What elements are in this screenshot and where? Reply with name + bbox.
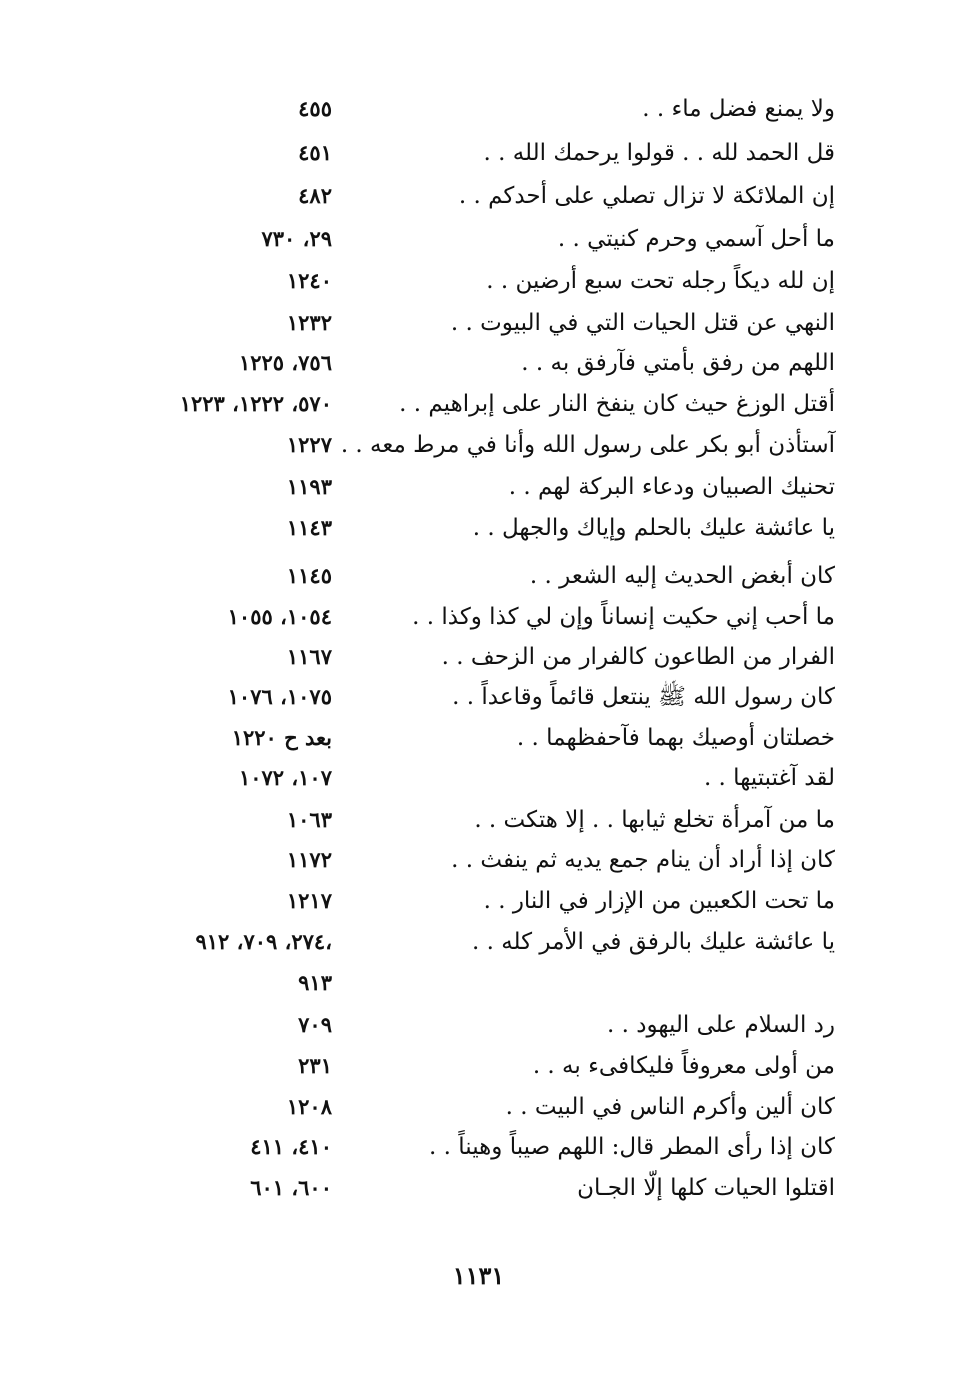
reference-numbers: ٩١٣ xyxy=(298,970,332,995)
index-row xyxy=(0,800,957,840)
hadith-text: ما تحت الكعبين من الإزار في النار . . xyxy=(483,888,835,914)
index-row xyxy=(0,89,957,129)
hadith-text: اللهم من رفق بأمتي فآرفق به . . xyxy=(521,350,835,376)
hadith-text: يا عائشة عليك بالرفق في الأمر كله . . xyxy=(471,929,835,955)
reference-numbers: ٢٩، ٧٣٠ xyxy=(261,226,332,251)
index-row xyxy=(0,384,957,424)
hadith-text: يا عائشة عليك بالحلم وإياك والجهل . . xyxy=(472,515,835,541)
reference-numbers: ١٠٧٥، ١٠٧٦ xyxy=(227,684,332,709)
reference-numbers: ٦٠٠، ٦٠١ xyxy=(250,1175,332,1200)
reference-numbers: ٥٧٠، ١٢٢٢، ١٢٢٣ xyxy=(179,391,332,416)
index-row xyxy=(0,597,957,637)
reference-numbers: ٢٧٤، ٧٠٩، ٩١٢، xyxy=(195,929,332,954)
reference-numbers: ٤٥٥ xyxy=(298,96,332,121)
hadith-text: من أولى معروفاً فليكافىء به . . xyxy=(532,1053,835,1079)
hadith-text: لقد آغتبتيها . . xyxy=(703,765,835,791)
reference-numbers: ١٠٦٣ xyxy=(286,807,332,832)
index-row xyxy=(0,1127,957,1167)
index-row xyxy=(0,508,957,548)
hadith-text: ما أحل آسمي وحرم كنيتي . . xyxy=(557,226,835,252)
index-row xyxy=(0,556,957,596)
reference-numbers: ٧٥٦، ١٢٢٥ xyxy=(238,350,332,375)
reference-numbers: ١٠٥٤، ١٠٥٥ xyxy=(227,604,332,629)
hadith-text: قل الحمد لله . . قولوا يرحمك الله . . xyxy=(483,140,835,166)
page-number: ١١٣١ xyxy=(452,1261,505,1290)
reference-numbers: ٤١٠، ٤١١ xyxy=(250,1134,332,1159)
hadith-text: اقتلوا الحيات كلها إلّا الجـان xyxy=(577,1175,835,1201)
hadith-text: كان إذا رأى المطر قال: اللهم صيباً وهيناً . . xyxy=(429,1134,835,1160)
reference-numbers: ١٢٢٧ xyxy=(286,432,332,457)
index-row xyxy=(0,1005,957,1045)
hadith-text: كان أبغض الحديث إليه الشعر . . xyxy=(529,563,835,589)
reference-numbers: ١٢٤٠ xyxy=(286,268,332,293)
reference-numbers: ١٢٠٨ xyxy=(286,1094,332,1119)
hadith-text: تحنيك الصبيان ودعاء البركة لهم . . xyxy=(508,474,835,500)
index-row xyxy=(0,261,957,301)
index-row xyxy=(0,677,957,717)
index-row xyxy=(0,343,957,383)
hadith-text: ما أحب إني حكيت إنساناً وإن لي كذا وكذا . . xyxy=(412,604,835,630)
reference-numbers: ١١٦٧ xyxy=(286,644,332,669)
hadith-text: آستأذن أبو بكر على رسول الله وأنا في مرط معه . . xyxy=(340,432,835,458)
index-row xyxy=(0,133,957,173)
hadith-text: أقتل الوزغ حيث كان ينفخ النار على إبراهيم . . xyxy=(399,391,835,417)
index-row xyxy=(0,963,957,1003)
hadith-text: الفرار من الطاعون كالفرار من الزحف . . xyxy=(441,644,835,670)
index-row xyxy=(0,840,957,880)
reference-numbers: ١٠٧، ١٠٧٢ xyxy=(238,765,332,790)
reference-numbers: ١١٧٢ xyxy=(286,847,332,872)
reference-numbers: بعد ح ١٢٢٠ xyxy=(231,725,332,750)
reference-numbers: ١١٩٣ xyxy=(286,474,332,499)
reference-numbers: ١٢١٧ xyxy=(286,888,332,913)
index-row xyxy=(0,718,957,758)
index-row xyxy=(0,303,957,343)
index-row xyxy=(0,922,957,962)
index-row xyxy=(0,881,957,921)
hadith-text: ولا يمنع فضل ماء . . xyxy=(642,96,835,122)
index-row xyxy=(0,176,957,216)
index-row xyxy=(0,467,957,507)
hadith-text: ما من آمرأة تخلع ثيابها . . إلا هتكت . . xyxy=(474,807,835,833)
reference-numbers: ١١٤٣ xyxy=(286,515,332,540)
reference-numbers: ١١٤٥ xyxy=(286,563,332,588)
reference-numbers: ٢٣١ xyxy=(298,1053,332,1078)
index-row xyxy=(0,1046,957,1086)
hadith-text: كان ألين وأكرم الناس في البيت . . xyxy=(505,1094,835,1120)
hadith-text: كان رسول الله ﷺ ينتعل قائماً وقاعداً . . xyxy=(452,684,835,710)
reference-numbers: ٤٨٢ xyxy=(298,183,332,208)
index-row xyxy=(0,219,957,259)
hadith-text: كان إذا أراد أن ينام جمع يديه ثم ينفث . . xyxy=(451,847,835,873)
index-row xyxy=(0,758,957,798)
hadith-text: إن الملائكة لا تزال تصلي على أحدكم . . xyxy=(458,183,835,209)
hadith-text: النهي عن قتل الحيات التي في البيوت . . xyxy=(450,310,835,336)
reference-numbers: ٤٥١ xyxy=(298,140,332,165)
index-row xyxy=(0,1087,957,1127)
index-row xyxy=(0,1168,957,1208)
hadith-text: خصلتان أوصيك بهما فآحفظهما . . xyxy=(516,725,835,751)
index-row xyxy=(0,637,957,677)
index-row xyxy=(0,425,957,465)
hadith-text: إن لله ديكاً رجله تحت سبع أرضين . . xyxy=(486,268,835,294)
hadith-text: رد السلام على اليهود . . xyxy=(607,1012,835,1038)
reference-numbers: ١٢٣٢ xyxy=(286,310,332,335)
reference-numbers: ٧٠٩ xyxy=(298,1012,332,1037)
